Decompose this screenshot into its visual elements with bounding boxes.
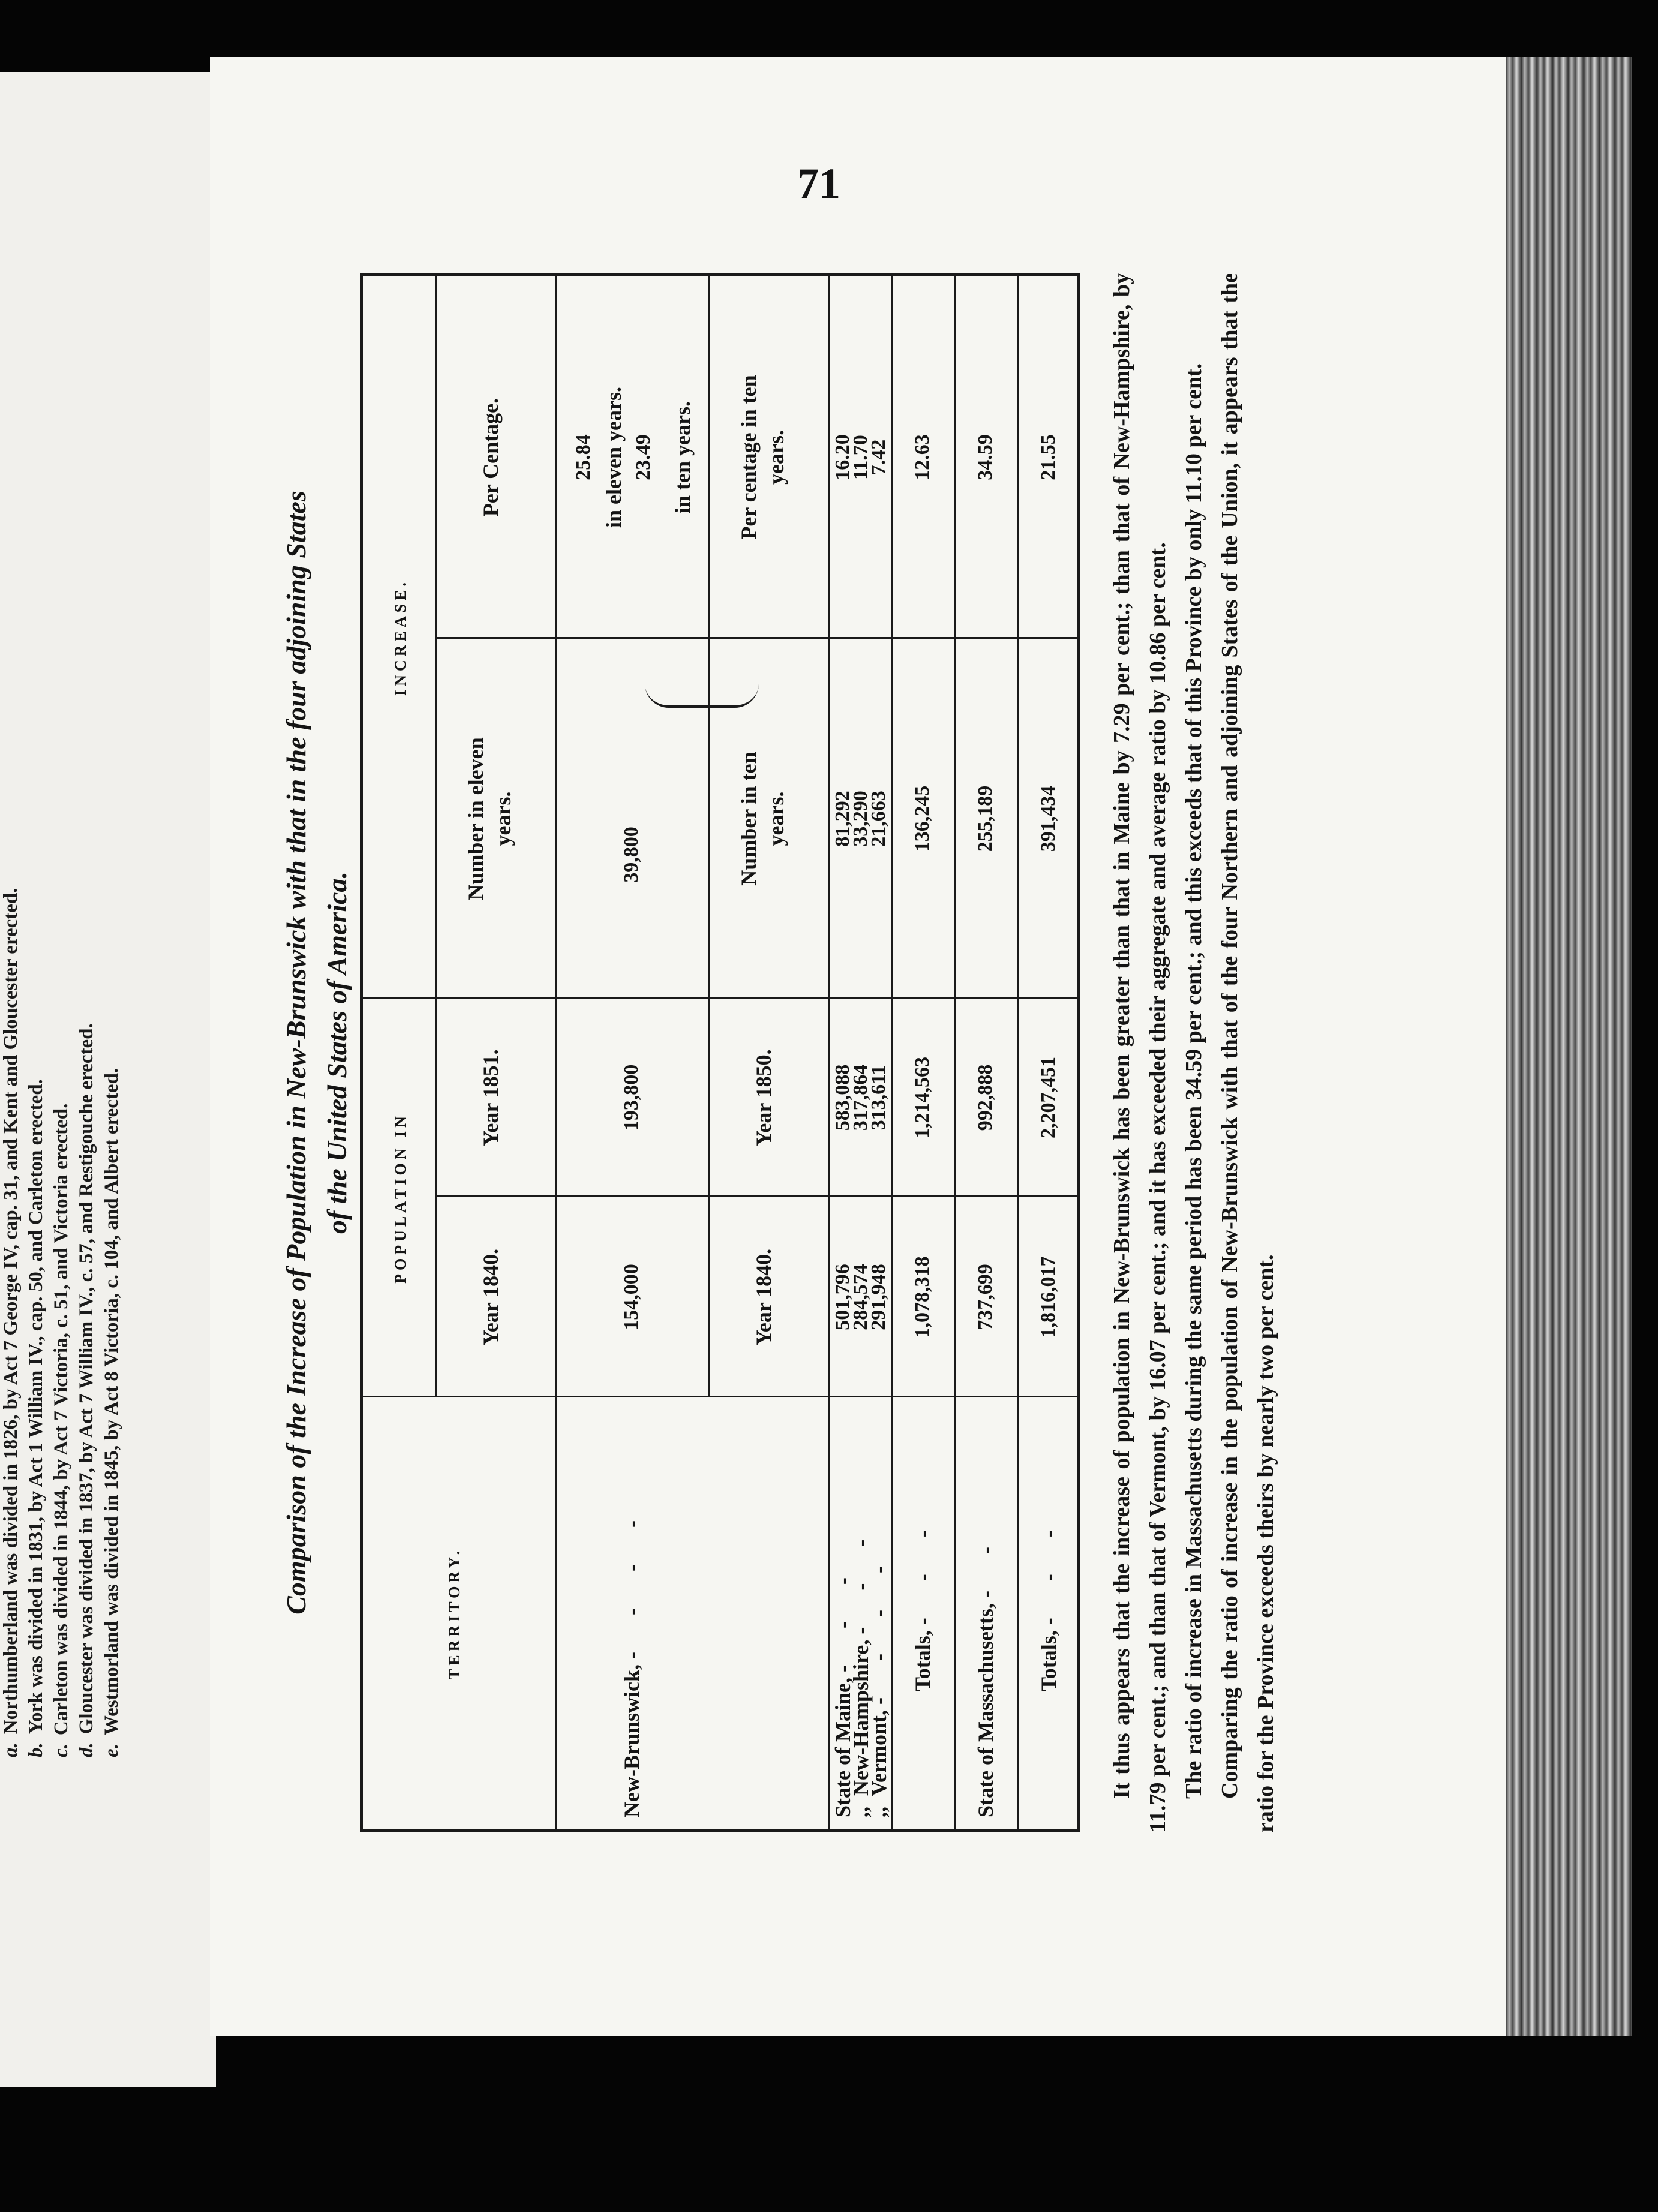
header-year-1851: Year 1851. (479, 1049, 503, 1146)
nb-1840: 154,000 (620, 1264, 642, 1330)
mass-1840: 737,699 (974, 1264, 996, 1330)
page-number: 71 (797, 160, 840, 208)
book-page-edges (1506, 57, 1632, 2036)
header-per-centage-ten: Per centage in ten years. (737, 375, 788, 540)
states-pct (831, 276, 890, 639)
header-number-eleven: Number in eleven years. (464, 737, 515, 900)
totals2-1850: 2,207,451 (1037, 1057, 1059, 1138)
totals1-number: 136,245 (911, 785, 933, 852)
totals1-label: Totals, - - - (911, 1514, 935, 1691)
row-massachusetts-name: State of Massachusetts, - - (974, 1531, 998, 1817)
row-divider (954, 276, 956, 1829)
header-per-centage: Per Centage. (479, 398, 503, 517)
header-year-1840-b: Year 1840. (752, 1248, 776, 1346)
totals2-1840: 1,816,017 (1037, 1256, 1059, 1338)
table-title-line1: Comparison of the Increase of Population in New-Brunswick with that in the four adjoining States (281, 491, 311, 1615)
state-maine-name: State of Maine, - - - (831, 1562, 855, 1817)
row-divider (1017, 276, 1019, 1829)
nb-pct-eleven: 25.84 (572, 434, 594, 480)
vermont-number: 21,663 (867, 791, 890, 847)
row-states-names (831, 1397, 891, 1829)
vermont-1850: 313,611 (867, 1065, 890, 1131)
footnotes (0, 72, 216, 1799)
state-vermont-name: ,, Vermont, - - - - (867, 1550, 891, 1817)
row-divider (828, 276, 830, 1829)
right-page (210, 57, 1506, 2036)
maine-pct: 16.20 (831, 434, 854, 480)
nb-1851: 193,800 (620, 1064, 642, 1131)
nh-pct: 11.70 (849, 435, 872, 480)
paragraph-1: It thus appears that the increase of population in New-Brunswick has been greater than that in Maine by 7.29 per cent.; than that of New-Hampshire, by 11.79 per cent.; and than that of Vermont, by 16.07 per cent.; and it has exceeded their aggregate and average ratio by 10.86 per cent. (1109, 273, 1170, 1832)
vermont-pct: 7.42 (867, 439, 890, 476)
row-divider (435, 276, 437, 1397)
header-year-1840: Year 1840. (479, 1248, 503, 1346)
totals2-label: Totals, - - - (1037, 1514, 1061, 1691)
population-table (360, 273, 1080, 1832)
row-divider (708, 276, 710, 1397)
paragraph-2: The ratio of increase in Massachusetts during the same period has been 34.59 per cent.; and this exceeds that of this Province by only 11.10 per cent. (1181, 363, 1206, 1799)
header-population-in: POPULATION IN (392, 1113, 409, 1284)
totals1-1840: 1,078,318 (911, 1256, 933, 1338)
table-title-line2: of the United States of America. (322, 871, 352, 1234)
maine-number: 81,292 (831, 791, 854, 847)
nb-pct-ten-label: in ten years. (671, 401, 695, 513)
states-1850 (831, 999, 890, 1197)
rotated-content (234, 207, 1494, 1916)
nh-number: 33,290 (849, 791, 872, 847)
header-number-ten: Number in ten years. (737, 752, 788, 886)
states-number (831, 639, 890, 999)
paragraph-3: Comparing the ratio of increase in the population of New-Brunswick with that of the four Northern and adjoining States of the Union, it appears that the ratio for the Province exceeds theirs by nearly two per cent. (1217, 273, 1278, 1832)
header-increase: INCREASE. (392, 579, 409, 696)
row-divider (555, 276, 557, 1829)
vermont-1840: 291,948 (867, 1264, 890, 1330)
mass-number: 255,189 (974, 785, 996, 852)
row-new-brunswick-name: New-Brunswick, - - - - (620, 1505, 644, 1817)
mass-1850: 992,888 (974, 1064, 996, 1131)
maine-1840: 501,796 (831, 1264, 854, 1330)
totals2-pct: 21.55 (1037, 434, 1059, 480)
nb-pct-ten: 23.49 (632, 434, 654, 480)
mass-pct: 34.59 (974, 434, 996, 480)
nh-1850: 317,864 (849, 1064, 872, 1131)
left-page (0, 72, 216, 2087)
maine-1850: 583,088 (831, 1064, 854, 1131)
footnote-c: c.Carleton was divided in 1844, by Act 7 Victoria, c. 51, and Victoria erected. (50, 1103, 72, 1757)
totals1-1850: 1,214,563 (911, 1057, 933, 1138)
table-title (276, 285, 358, 1820)
totals1-pct: 12.63 (911, 434, 933, 480)
footnote-a: a.Northumberland was divided in 1826, by Act 7 George IV, cap. 31, and Kent and Gloucester erected. (0, 888, 22, 1757)
totals2-number: 391,434 (1037, 785, 1059, 852)
nb-number: 39,800 (620, 827, 642, 883)
commentary (1104, 273, 1284, 1832)
footnote-d: d.Gloucester was divided in 1837, by Act 7 William IV., c. 57, and Restigouche erected. (76, 1023, 97, 1757)
footnote-b: b.York was divided in 1831, by Act 1 William IV., cap. 50, and Carleton erected. (25, 1079, 47, 1757)
nb-pct-eleven-label: in eleven years. (602, 387, 626, 528)
row-divider (891, 276, 893, 1829)
footnote-e: e.Westmorland was divided in 1845, by Act 8 Victoria, c. 104, and Albert erected. (101, 1068, 122, 1757)
nh-1840: 284,574 (849, 1264, 872, 1330)
col-divider (363, 1396, 1077, 1397)
header-year-1850: Year 1850. (752, 1049, 776, 1146)
states-1840 (831, 1197, 890, 1397)
header-territory: TERRITORY. (446, 1547, 463, 1680)
state-nh-name: ,, New-Hampshire, - - - (849, 1523, 873, 1817)
